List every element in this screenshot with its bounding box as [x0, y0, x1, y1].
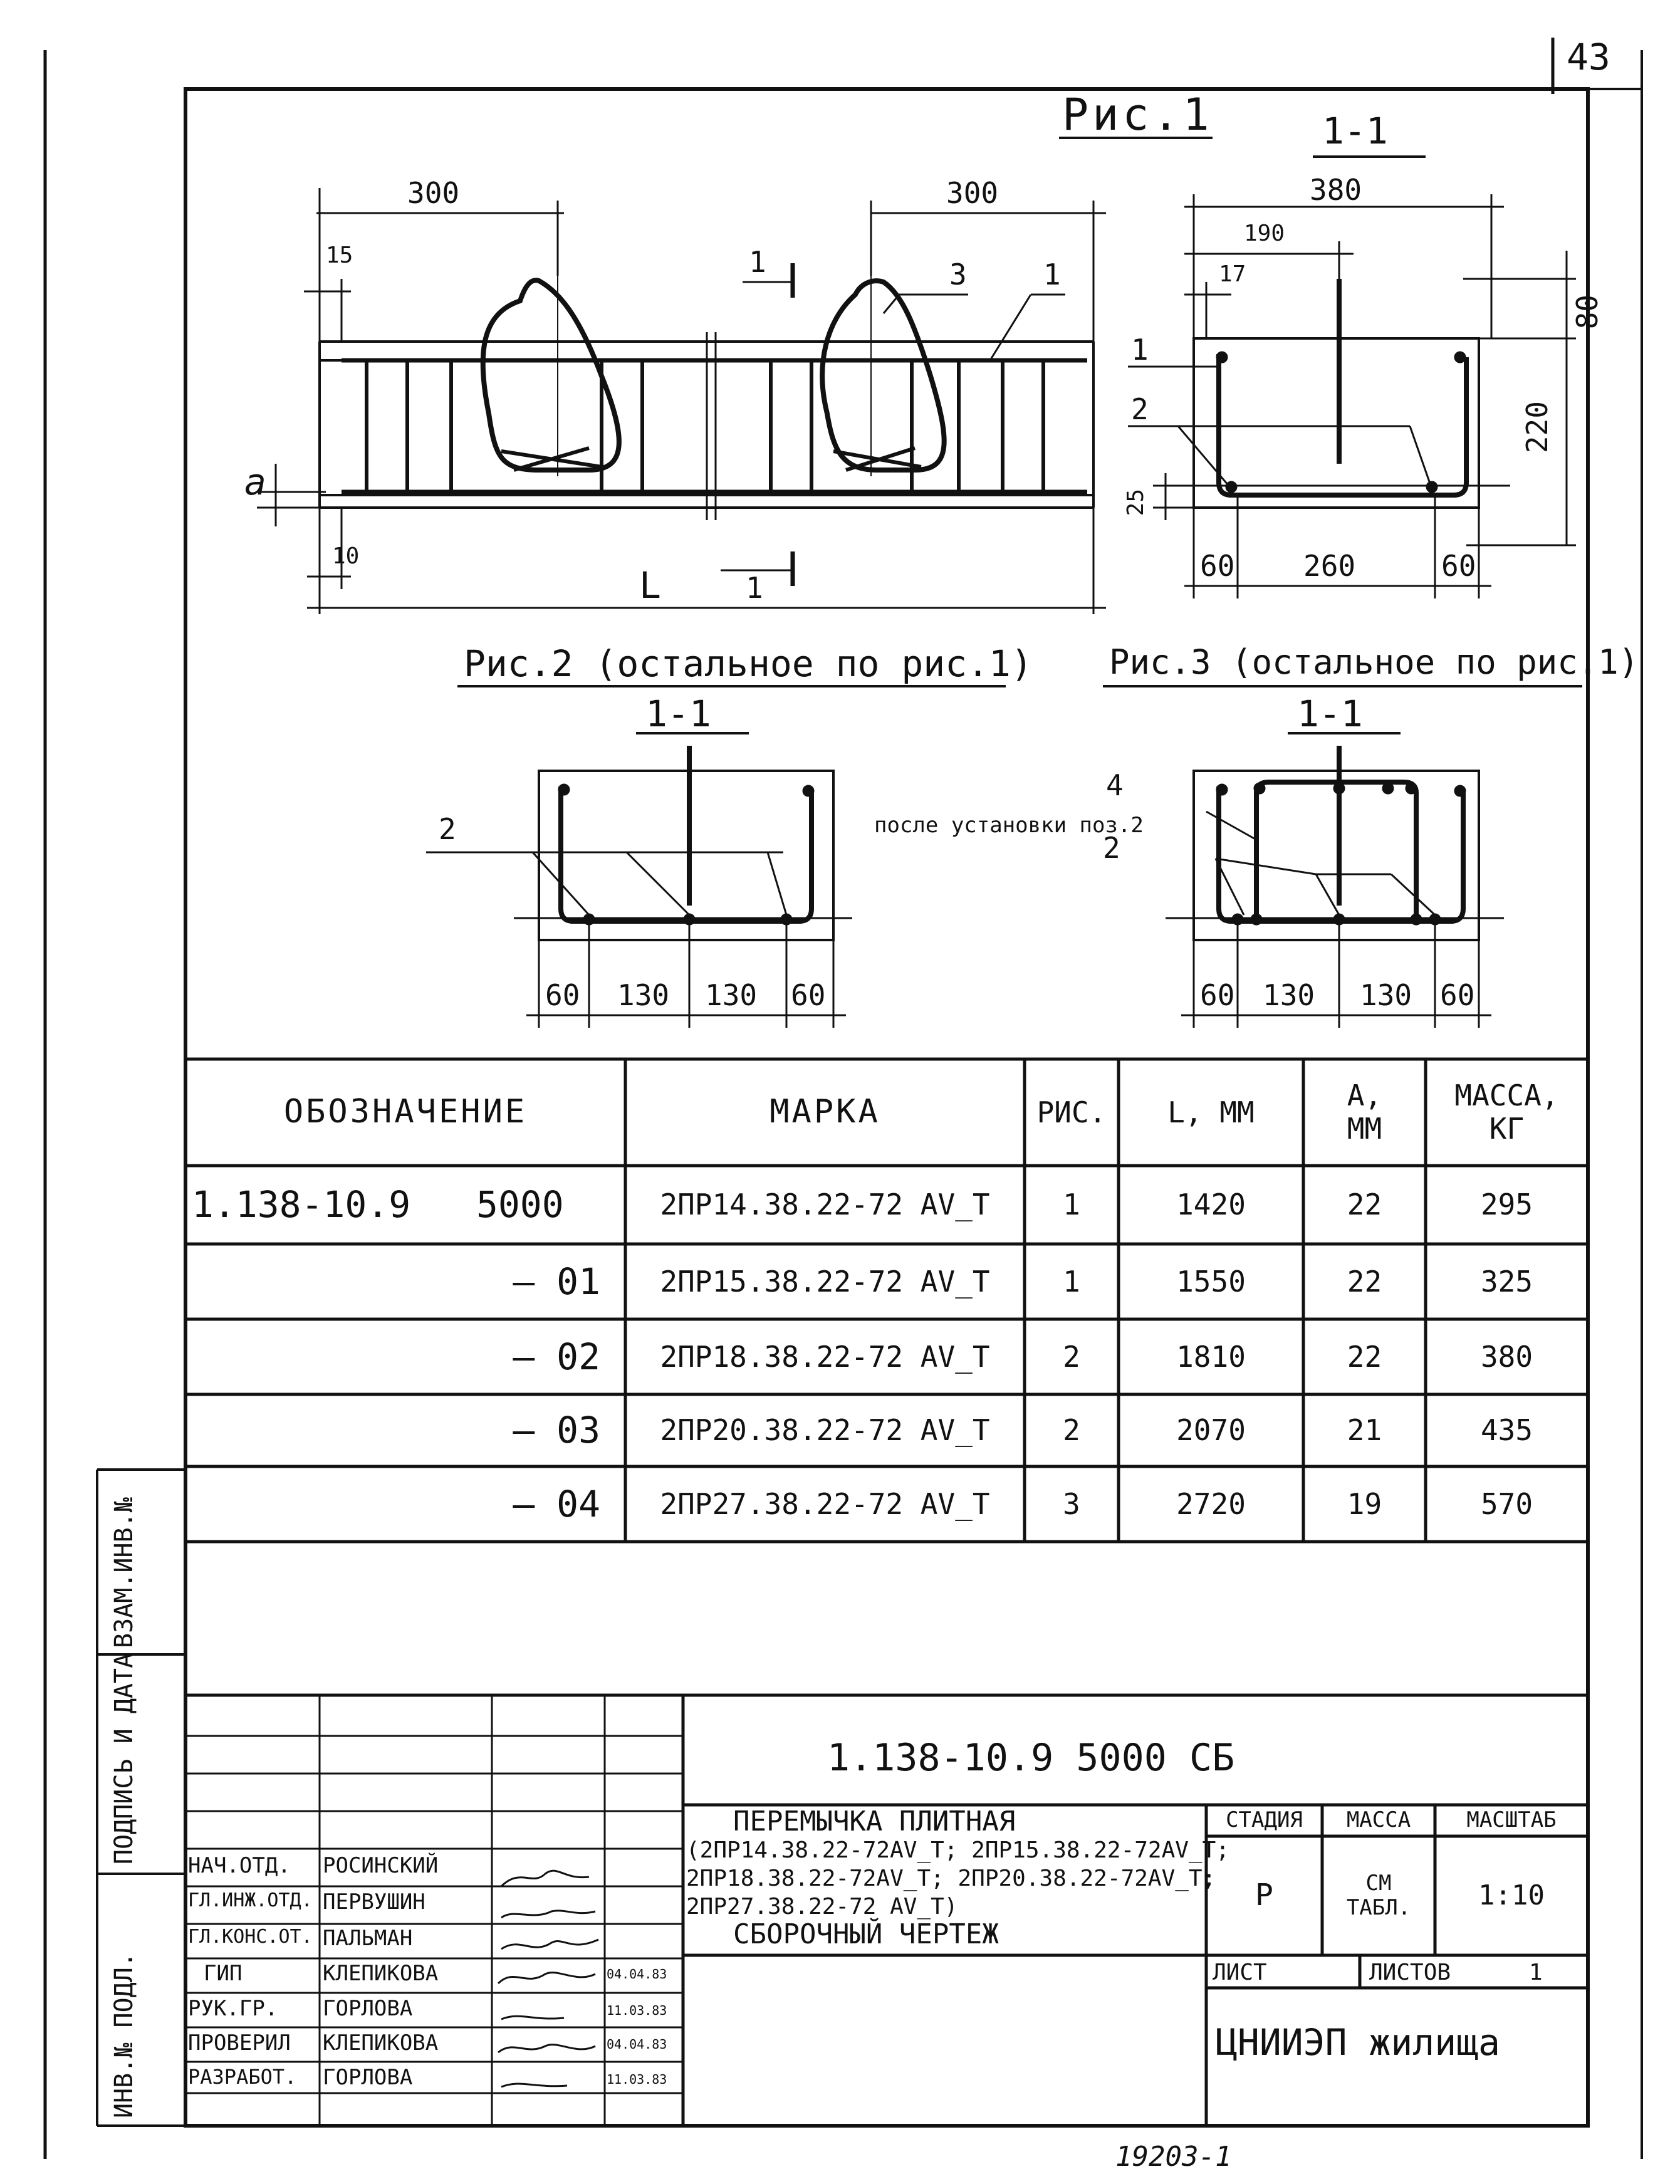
figure3-position-4: 4: [1106, 768, 1124, 802]
doc-name-line5: СБОРОЧНЫЙ ЧЕРТЕЖ: [733, 1918, 999, 1950]
scale-value: 1:10: [1478, 1879, 1545, 1911]
staff-name: ПАЛЬМАН: [323, 1926, 413, 1951]
row5-designation: – 04: [513, 1482, 600, 1525]
row5-mark: 2ПР27.38.22-72 АV̲Т: [660, 1486, 990, 1521]
staff-role: НАЧ.ОТД.: [188, 1853, 291, 1878]
staff-name: КЛЕПИКОВА: [323, 1961, 439, 1986]
row2-fig: 1: [1063, 1264, 1080, 1298]
side-label-inv-no: ИНВ.№ ПОДЛ.: [110, 1952, 138, 2118]
staff-date: 04.04.83: [607, 2037, 667, 2052]
row2-L: 1550: [1176, 1264, 1246, 1298]
dim-300-right: 300: [946, 176, 999, 210]
row1-a: 22: [1347, 1188, 1382, 1222]
table-header-a: A, ММ: [1347, 1079, 1382, 1146]
dim-380: 380: [1310, 173, 1362, 207]
side-label-signature-date: ПОДПИСЬ И ДАТА: [110, 1653, 138, 1864]
row4-mark: 2ПР20.38.22-72 АV̲Т: [660, 1413, 990, 1448]
staff-date: 04.04.83: [607, 1967, 667, 1982]
organization: ЦНИИЭП жилища: [1216, 2021, 1500, 2064]
figure1-section-label: 1-1: [1322, 110, 1388, 152]
dim-300-left: 300: [407, 176, 460, 210]
figure3-position-2: 2: [1103, 831, 1120, 865]
dim-25: 25: [1123, 489, 1149, 516]
row1-mark: 2ПР14.38.22-72 АV̲Т: [660, 1188, 990, 1222]
row2-designation: – 01: [513, 1260, 600, 1303]
side-label-replaced-inv: ВЗАМ.ИНВ.№: [110, 1497, 138, 1648]
staff-date: 11.03.83: [607, 2003, 667, 2018]
row4-fig: 2: [1063, 1413, 1080, 1448]
dim-60-right: 60: [1441, 549, 1476, 583]
stage-header: СТАДИЯ: [1226, 1807, 1303, 1833]
staff-role: ГЛ.КОНС.ОТ.: [188, 1926, 313, 1948]
dim-260: 260: [1303, 549, 1356, 583]
doc-name-line2: (2ПР14.38.22-72АV̲Т; 2ПР15.38.22-72АV̲Т;: [686, 1837, 1229, 1863]
row3-designation: – 02: [513, 1335, 600, 1378]
row5-mass: 570: [1480, 1486, 1533, 1521]
figure3-note: после установки поз.2: [874, 813, 1144, 838]
doc-name-line4: 2ПР27.38.22-72 АV̲Т): [686, 1894, 958, 1920]
dim-a: a: [244, 461, 266, 503]
staff-role: ПРОВЕРИЛ: [188, 2030, 291, 2056]
mass-header: МАССА: [1346, 1807, 1411, 1833]
staff-name: ГОРЛОВА: [323, 1996, 413, 2021]
sheets-label: ЛИСТОВ: [1369, 1960, 1451, 1985]
row3-fig: 2: [1063, 1339, 1080, 1374]
row3-mark: 2ПР18.38.22-72 АV̲Т: [660, 1339, 990, 1374]
row1-L: 1420: [1176, 1188, 1246, 1222]
staff-role: РУК.ГР.: [188, 1996, 278, 2021]
table-header-L: L, ММ: [1167, 1095, 1255, 1129]
figure3-dim-3: 130: [1360, 978, 1412, 1012]
dim-17: 17: [1219, 261, 1246, 287]
row3-a: 22: [1347, 1339, 1382, 1374]
staff-name: КЛЕПИКОВА: [323, 2030, 439, 2056]
row2-mark: 2ПР15.38.22-72 АV̲Т: [660, 1264, 990, 1298]
staff-role: РАЗРАБОТ.: [188, 2065, 297, 2089]
row3-L: 1810: [1176, 1339, 1246, 1374]
figure3-dim-1: 60: [1200, 978, 1235, 1012]
row2-a: 22: [1347, 1264, 1382, 1298]
dim-190: 190: [1244, 221, 1285, 246]
figure3-title: Рис.3 (остальное по рис.1): [1109, 642, 1639, 682]
row5-L: 2720: [1176, 1486, 1246, 1521]
scale-header: МАСШТАБ: [1466, 1807, 1557, 1833]
figure3-dim-2: 130: [1263, 978, 1315, 1012]
page-number: 43: [1567, 36, 1610, 78]
position-1-label: 1: [1043, 258, 1061, 291]
staff-role: ГЛ.ИНЖ.ОТД.: [188, 1889, 313, 1911]
sheets-value: 1: [1529, 1960, 1543, 1985]
row1-designation: 1.138-10.9 5000: [192, 1183, 564, 1226]
doc-code: 1.138-10.9 5000 СБ: [827, 1736, 1235, 1780]
dim-220: 220: [1520, 401, 1554, 454]
section-position-1: 1: [1131, 333, 1149, 367]
staff-role: ГИП: [204, 1961, 243, 1986]
row2-mass: 325: [1480, 1264, 1533, 1298]
table-header-mark: МАРКА: [770, 1093, 880, 1131]
row4-L: 2070: [1176, 1413, 1246, 1448]
cut-label-top: 1: [749, 245, 766, 279]
staff-name: РОСИНСКИЙ: [323, 1853, 439, 1878]
figure2-section-label: 1-1: [645, 692, 711, 735]
figure3-dim-4: 60: [1440, 978, 1475, 1012]
doc-name-line3: 2ПР18.38.22-72АV̲Т; 2ПР20.38.22-72АV̲Т;: [686, 1866, 1216, 1891]
staff-date: 11.03.83: [607, 2072, 667, 2087]
staff-name: ГОРЛОВА: [323, 2065, 413, 2090]
figure2-position-2: 2: [439, 812, 456, 846]
figure2-title: Рис.2 (остальное по рис.1): [464, 642, 1033, 685]
dim-10: 10: [332, 543, 360, 569]
signature-scribbles: [498, 1871, 598, 2087]
row4-mass: 435: [1480, 1413, 1533, 1448]
figure2-dim-3: 130: [705, 978, 758, 1012]
figure2-dim-4: 60: [791, 978, 826, 1012]
row4-a: 21: [1347, 1413, 1382, 1448]
row5-a: 19: [1347, 1486, 1382, 1521]
table-header-fig: РИС.: [1036, 1095, 1107, 1129]
row5-fig: 3: [1063, 1486, 1080, 1521]
figure2-dim-1: 60: [545, 978, 580, 1012]
figure3-section-label: 1-1: [1297, 692, 1363, 735]
dim-15: 15: [326, 243, 353, 268]
cut-label-bottom: 1: [746, 571, 763, 605]
section-position-2: 2: [1131, 392, 1149, 426]
figure1-title: Рис.1: [1062, 89, 1213, 140]
table-header-mass: МАССА, КГ: [1454, 1079, 1559, 1146]
dim-60-left: 60: [1200, 549, 1235, 583]
staff-name: ПЕРВУШИН: [323, 1889, 425, 1915]
position-3-label: 3: [949, 258, 967, 291]
bottom-note: 19203-1: [1115, 2141, 1232, 2173]
row4-designation: – 03: [513, 1409, 600, 1452]
figure2-dim-2: 130: [617, 978, 670, 1012]
stage-value: Р: [1255, 1878, 1273, 1913]
row1-fig: 1: [1063, 1188, 1080, 1222]
dim-80: 80: [1570, 295, 1604, 330]
doc-name-line1: ПЕРЕМЫЧКА ПЛИТНАЯ: [733, 1805, 1016, 1837]
sheet-label: ЛИСТ: [1213, 1960, 1267, 1985]
table-header-designation: ОБОЗНАЧЕНИЕ: [283, 1093, 528, 1131]
dim-L: L: [639, 564, 661, 607]
row1-mass: 295: [1480, 1188, 1533, 1222]
mass-value: СМ ТАБЛ.: [1346, 1870, 1411, 1920]
row3-mass: 380: [1480, 1339, 1533, 1374]
